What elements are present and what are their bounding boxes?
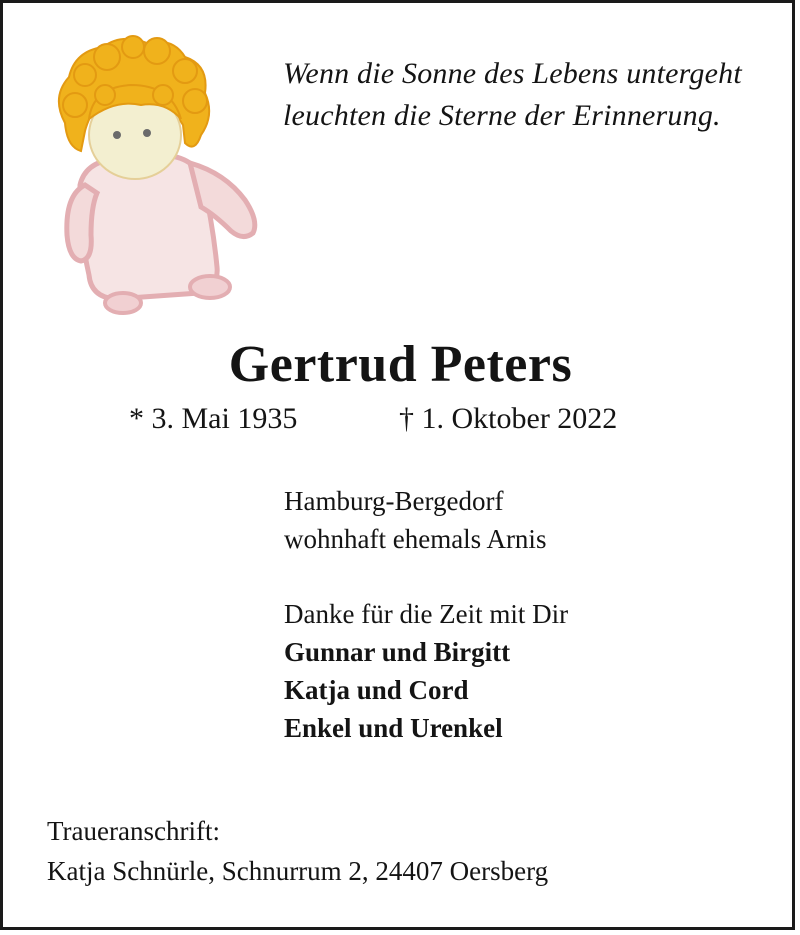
birth-date: * 3. Mai 1935 — [129, 402, 298, 435]
residence-line-1: Hamburg-Bergedorf — [284, 486, 504, 516]
family-member: Enkel und Urenkel — [284, 713, 503, 743]
residence — [284, 482, 546, 558]
angel-right-eye — [143, 129, 151, 137]
deceased-name: Gertrud Peters — [228, 336, 573, 393]
angel-right-foot — [190, 276, 230, 298]
quote-line-2: leuchten die Sterne der Erinnerung. — [283, 99, 721, 132]
thanks-section — [284, 595, 568, 747]
mourning-address — [47, 811, 548, 891]
address-value: Katja Schnürle, Schnurrum 2, 24407 Oersberg — [47, 856, 549, 886]
address-label: Traueranschrift: — [47, 816, 220, 846]
death-date: † 1. Oktober 2022 — [399, 402, 618, 435]
thanks-intro: Danke für die Zeit mit Dir — [284, 599, 569, 629]
quote-line-1: Wenn die Sonne des Lebens untergeht — [283, 57, 742, 90]
memorial-quote — [283, 53, 783, 137]
angel-left-arm — [67, 185, 97, 261]
angel-illustration — [45, 35, 265, 325]
family-member: Katja und Cord — [284, 675, 469, 705]
family-member: Gunnar und Birgitt — [284, 637, 511, 667]
angel-left-foot — [105, 293, 141, 313]
angel-left-eye — [113, 131, 121, 139]
residence-line-2: wohnhaft ehemals Arnis — [284, 524, 547, 554]
